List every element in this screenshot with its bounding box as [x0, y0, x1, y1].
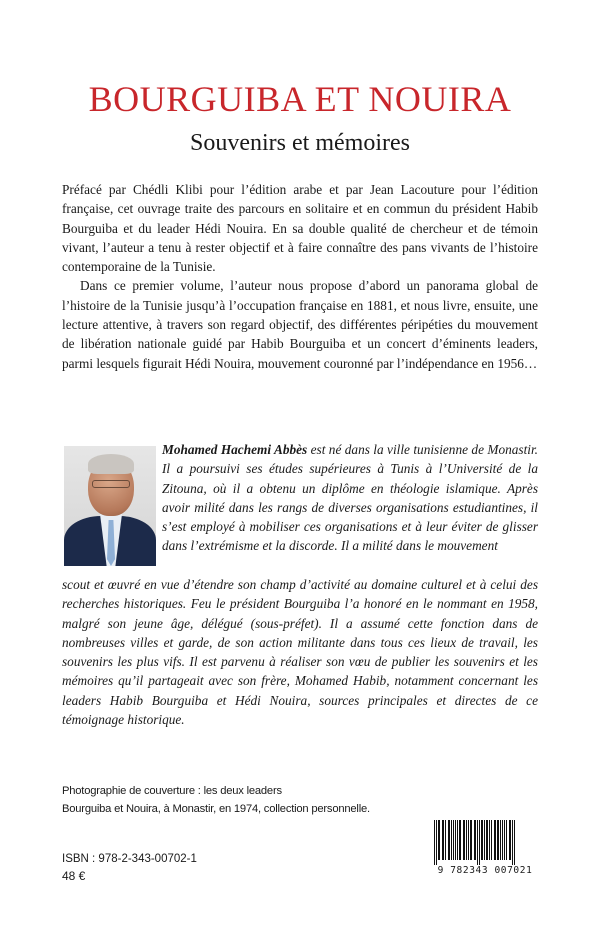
- author-photo: [64, 446, 156, 566]
- barcode-bar: [481, 820, 483, 860]
- author-photo-hair: [88, 454, 134, 474]
- author-photo-glasses: [92, 480, 130, 488]
- barcode-bar: [484, 820, 485, 860]
- barcode-bar: [457, 820, 458, 860]
- barcode-bar: [468, 820, 469, 860]
- author-bio-rest: scout et œuvré en vue d’étendre son champ d’activité au domaine culturel et à celui des recherches historiques. Feu le président Bourguiba l’a honoré en le nommant en 1958, malgré son jeune âge, délégué (sous-préfet). Il a assumé cette fonction dans de nombreuses villes et garde, de son action militante dans tous ces lieux de travail, les souvenirs les plus vifs. Il est parvenu à réaliser son vœu de publier les souvenirs et les mémoires qu’il partageait avec son frère, Mohamed Habib, notamment concernant les leaders Habib Bourguiba et Hédi Nouira, sources principales et directes de ce témoignage historique.: [62, 577, 538, 728]
- blurb: [62, 180, 538, 373]
- barcode-bar: [448, 820, 450, 860]
- barcode-bar: [463, 820, 465, 860]
- barcode-bar: [459, 820, 461, 860]
- barcode-bar: [451, 820, 452, 860]
- barcode-bar: [489, 820, 490, 860]
- blurb-paragraph-1: Préfacé par Chédli Klibi pour l’édition arabe et par Jean Lacouture pour l’édition française, cet ouvrage traite des parcours en solitaire et en commun du président Habib Bourguiba et du leader Hédi Nouira. En sa double qualité de chercheur et de témoin vivant, l’auteur a tenu à rester objectif et à faire connaître des pans vivants de l’histoire contemporaine de la Tunisie.: [62, 182, 538, 275]
- blurb-paragraph-2: Dans ce premier volume, l’auteur nous propose d’abord un panorama global de l’histoire de la Tunisie jusqu’à l’occupation française en 1881, et nous livre, ensuite, une lecture attentive, à travers son regard objectif, des différentes péripéties du mouvement de libération nationale guidé par Habib Bourguiba et un concert d’éminents leaders, parmi lesquels figurait Hédi Nouira, mouvement couronné par l’indépendance en 1956…: [62, 278, 538, 371]
- book-subtitle: Souvenirs et mémoires: [190, 130, 410, 156]
- barcode-bar: [455, 820, 456, 860]
- barcode-bar: [509, 820, 511, 860]
- barcode-bar: [438, 820, 440, 860]
- barcode-bar: [494, 820, 496, 860]
- barcode-bar: [502, 820, 503, 860]
- isbn: ISBN : 978-2-343-00702-1: [62, 853, 197, 865]
- barcode-bar: [442, 820, 444, 860]
- price: 48 €: [62, 869, 86, 883]
- photo-credit-line-1: Photographie de couverture : les deux leaders: [62, 785, 282, 797]
- barcode-bar: [445, 820, 446, 860]
- barcode-bar: [470, 820, 472, 860]
- author-name: Mohamed Hachemi Abbès: [162, 442, 308, 457]
- barcode-bars: [428, 820, 542, 866]
- barcode-bar: [474, 820, 476, 860]
- barcode-digits: 9 782343 007021: [428, 865, 542, 876]
- barcode-bar: [453, 820, 454, 860]
- barcode-bar: [486, 820, 488, 860]
- book-title: BOURGUIBA ET NOUIRA: [88, 79, 512, 119]
- barcode-bar: [497, 820, 499, 860]
- barcode-bar: [477, 820, 478, 866]
- barcode: [428, 820, 542, 886]
- author-bio-part-1: est né dans la ville tunisienne de Monastir. Il a poursuivi ses études supérieures à Tunis à l’Université de la Zitouna, où il a obtenu un diplôme en théologie islamique. Après avoir milité dans les rangs de diverses organisations estudiantines, il s’est employé à mobiliser ces organisations et à leur éviter de glisser dans l’extrémisme et la discorde. Il a milité dans le mouvement: [162, 442, 538, 554]
- barcode-bar: [479, 820, 480, 866]
- barcode-bar: [436, 820, 437, 866]
- barcode-bar: [491, 820, 492, 860]
- barcode-bar: [500, 820, 501, 860]
- photo-credit-line-2: Bourguiba et Nouira, à Monastir, en 1974, collection personnelle.: [62, 803, 370, 815]
- photo-credit: [62, 782, 482, 818]
- barcode-bar: [512, 820, 513, 866]
- barcode-bar: [434, 820, 435, 866]
- barcode-bar: [506, 820, 507, 860]
- barcode-bar: [514, 820, 515, 866]
- barcode-bar: [466, 820, 467, 860]
- barcode-bar: [504, 820, 505, 860]
- author-bio-top: [162, 440, 538, 556]
